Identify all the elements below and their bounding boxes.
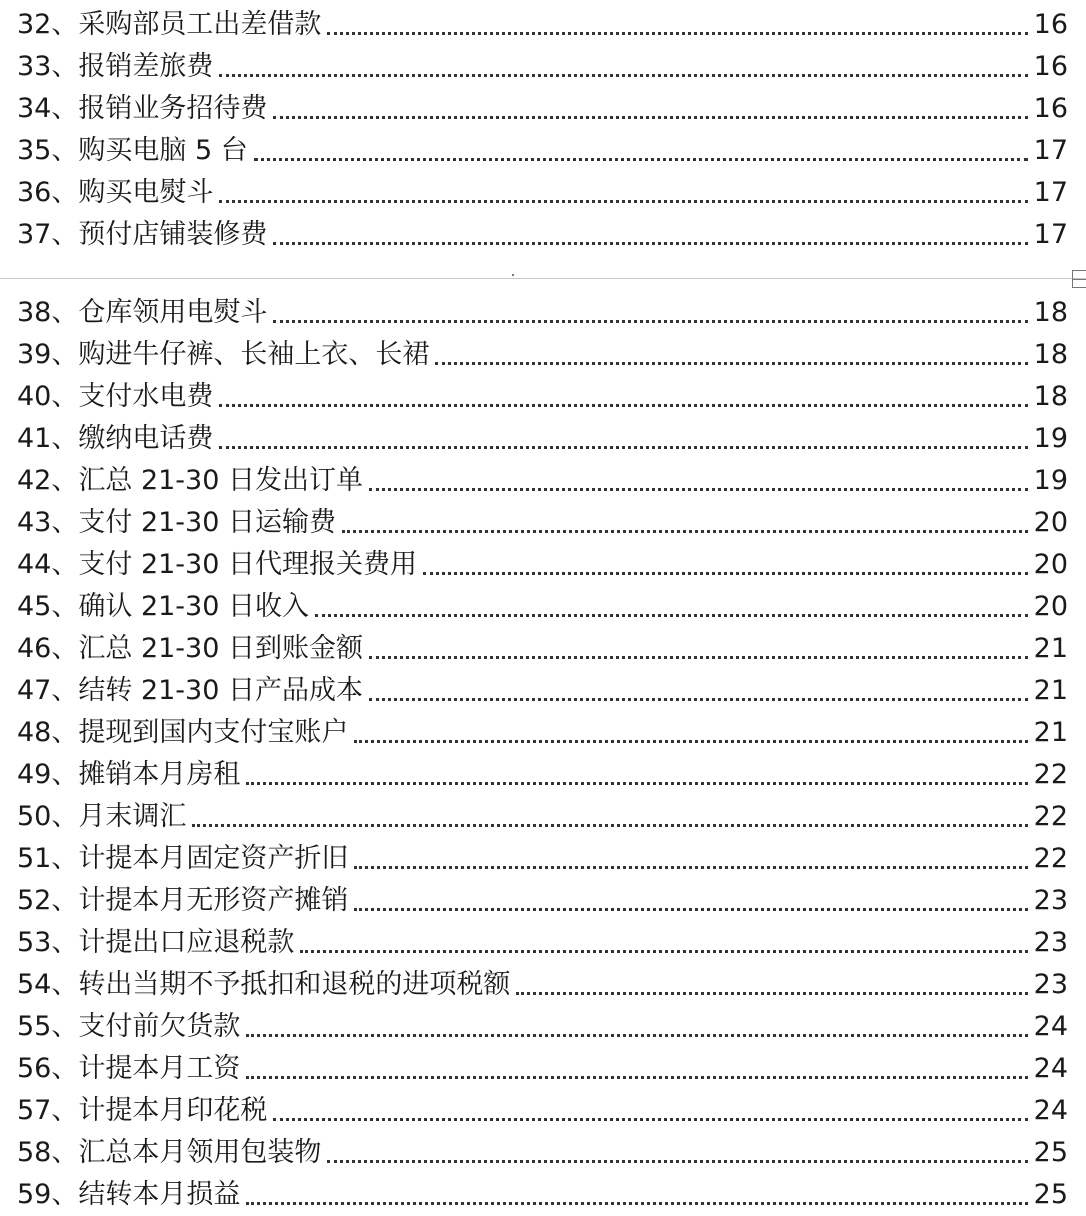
toc-entry-number: 52、 [17,885,79,916]
toc-entry-title: 支付前欠货款 [78,1011,241,1042]
toc-entry[interactable] [0,1174,1086,1216]
toc-entry-title: 结转 21-30 日产品成本 [78,675,363,706]
toc-entry-number: 40、 [17,381,79,412]
toc-entry-number: 58、 [17,1137,79,1168]
toc-dot-leader [369,698,1028,701]
toc-entry-page-number: 22 [1033,801,1068,832]
toc-entry-number: 57、 [17,1095,79,1126]
toc-entry-title: 报销差旅费 [78,51,214,82]
toc-dot-leader [219,200,1027,203]
toc-entry-page-number: 16 [1033,9,1068,40]
toc-dot-leader [369,488,1028,491]
toc-dot-leader [300,950,1027,953]
toc-entry-page-number: 17 [1033,219,1068,250]
toc-dot-leader [246,1034,1027,1037]
toc-entry-number: 41、 [17,423,79,454]
toc-entry-page-number: 21 [1033,633,1068,664]
toc-entry[interactable] [0,1006,1086,1048]
toc-dot-leader [354,740,1027,743]
toc-dot-leader [273,242,1027,245]
toc-dot-leader [354,866,1027,869]
toc-entry-page-number: 24 [1033,1053,1068,1084]
toc-dot-leader [435,362,1027,365]
toc-dot-leader [327,32,1027,35]
toc-entry-title: 摊销本月房租 [78,759,241,790]
toc-dot-leader [219,446,1027,449]
toc-entry[interactable] [0,172,1086,214]
toc-entry[interactable] [0,88,1086,130]
toc-entry-page-number: 16 [1033,93,1068,124]
toc-entry-title: 购买电脑 5 台 [78,135,248,166]
toc-entry-number: 48、 [17,717,79,748]
toc-entry-title: 计提本月固定资产折旧 [78,843,349,874]
page-break-marker-icon [512,274,514,276]
toc-entry[interactable] [0,334,1086,376]
toc-entry[interactable] [0,1090,1086,1132]
toc-block-page-1 [0,4,1086,256]
toc-entry-number: 55、 [17,1011,79,1042]
toc-entry-number: 36、 [17,177,79,208]
toc-entry-title: 计提出口应退税款 [78,927,295,958]
toc-dot-leader [246,1076,1027,1079]
toc-entry-number: 49、 [17,759,79,790]
toc-entry-page-number: 19 [1033,465,1068,496]
toc-entry-page-number: 21 [1033,675,1068,706]
toc-entry-page-number: 23 [1033,969,1068,1000]
toc-dot-leader [327,1160,1027,1163]
toc-entry-page-number: 21 [1033,717,1068,748]
toc-entry-page-number: 22 [1033,843,1068,874]
toc-entry-number: 34、 [17,93,79,124]
toc-dot-leader [246,1202,1027,1205]
toc-entry-page-number: 19 [1033,423,1068,454]
toc-entry-page-number: 25 [1033,1179,1068,1210]
toc-entry[interactable] [0,418,1086,460]
toc-entry[interactable] [0,376,1086,418]
toc-entry-page-number: 18 [1033,297,1068,328]
toc-entry-title: 转出当期不予抵扣和退税的进项税额 [78,969,511,1000]
toc-entry-number: 56、 [17,1053,79,1084]
toc-entry-page-number: 20 [1033,591,1068,622]
toc-entry[interactable] [0,1132,1086,1174]
toc-dot-leader [273,116,1027,119]
toc-dot-leader [354,908,1027,911]
toc-dot-leader [246,782,1027,785]
toc-entry-title: 计提本月工资 [78,1053,241,1084]
toc-entry-page-number: 25 [1033,1137,1068,1168]
page-corner-icon [1072,270,1086,288]
toc-entry[interactable] [0,460,1086,502]
toc-entry-title: 支付 21-30 日代理报关费用 [78,549,417,580]
toc-entry[interactable] [0,922,1086,964]
toc-entry-title: 计提本月印花税 [78,1095,268,1126]
toc-entry-page-number: 22 [1033,759,1068,790]
toc-entry[interactable] [0,712,1086,754]
toc-entry-title: 报销业务招待费 [78,93,268,124]
toc-dot-leader [219,74,1027,77]
toc-entry-number: 51、 [17,843,79,874]
toc-entry-page-number: 18 [1033,339,1068,370]
toc-entry[interactable] [0,754,1086,796]
toc-entry[interactable] [0,880,1086,922]
toc-entry-page-number: 20 [1033,507,1068,538]
toc-entry[interactable] [0,838,1086,880]
toc-entry-title: 仓库领用电熨斗 [78,297,268,328]
toc-dot-leader [516,992,1027,995]
toc-entry-page-number: 23 [1033,927,1068,958]
toc-dot-leader [273,1118,1027,1121]
toc-entry-title: 支付 21-30 日运输费 [78,507,336,538]
toc-entry-page-number: 24 [1033,1095,1068,1126]
toc-entry-number: 44、 [17,549,79,580]
toc-entry[interactable] [0,964,1086,1006]
toc-entry-page-number: 16 [1033,51,1068,82]
toc-entry-title: 购进牛仔裤、长袖上衣、长裙 [78,339,430,370]
toc-dot-leader [315,614,1028,617]
toc-entry[interactable] [0,628,1086,670]
toc-entry-title: 汇总 21-30 日发出订单 [78,465,363,496]
toc-entry-number: 33、 [17,51,79,82]
toc-entry-title: 汇总 21-30 日到账金额 [78,633,363,664]
toc-entry-number: 35、 [17,135,79,166]
toc-entry[interactable] [0,4,1086,46]
toc-entry-number: 45、 [17,591,79,622]
toc-entry-number: 32、 [17,9,79,40]
toc-entry-page-number: 17 [1033,135,1068,166]
toc-entry-number: 46、 [17,633,79,664]
toc-entry-number: 39、 [17,339,79,370]
toc-dot-leader [273,320,1027,323]
toc-entry-title: 支付水电费 [78,381,214,412]
toc-entry[interactable] [0,502,1086,544]
toc-entry-title: 购买电熨斗 [78,177,214,208]
toc-entry-title: 计提本月无形资产摊销 [78,885,349,916]
toc-entry-title: 汇总本月领用包装物 [78,1137,322,1168]
toc-entry[interactable] [0,670,1086,712]
toc-entry[interactable] [0,214,1086,256]
toc-dot-leader [423,572,1028,575]
toc-entry-page-number: 24 [1033,1011,1068,1042]
toc-entry[interactable] [0,46,1086,88]
toc-entry-number: 47、 [17,675,79,706]
toc-entry-number: 53、 [17,927,79,958]
toc-entry-title: 结转本月损益 [78,1179,241,1210]
toc-entry-number: 38、 [17,297,79,328]
toc-entry-number: 43、 [17,507,79,538]
toc-dot-leader [254,158,1028,161]
toc-entry[interactable] [0,292,1086,334]
toc-entry-page-number: 23 [1033,885,1068,916]
toc-dot-leader [192,824,1027,827]
toc-entry-title: 采购部员工出差借款 [78,9,322,40]
toc-entry-number: 37、 [17,219,79,250]
toc-block-page-2 [0,292,1086,1216]
toc-dot-leader [342,530,1028,533]
toc-entry[interactable] [0,544,1086,586]
toc-entry-number: 59、 [17,1179,79,1210]
toc-entry[interactable] [0,130,1086,172]
toc-entry-page-number: 20 [1033,549,1068,580]
toc-entry-number: 50、 [17,801,79,832]
toc-entry[interactable] [0,586,1086,628]
toc-dot-leader [219,404,1027,407]
toc-dot-leader [369,656,1028,659]
toc-entry-title: 确认 21-30 日收入 [78,591,309,622]
toc-entry-title: 预付店铺装修费 [78,219,268,250]
toc-entry-title: 缴纳电话费 [78,423,214,454]
page-break-divider [0,278,1086,279]
toc-entry[interactable] [0,1048,1086,1090]
toc-entry-number: 54、 [17,969,79,1000]
toc-entry-title: 月末调汇 [78,801,187,832]
toc-entry[interactable] [0,796,1086,838]
toc-entry-number: 42、 [17,465,79,496]
toc-entry-page-number: 18 [1033,381,1068,412]
toc-entry-title: 提现到国内支付宝账户 [78,717,349,748]
toc-entry-page-number: 17 [1033,177,1068,208]
